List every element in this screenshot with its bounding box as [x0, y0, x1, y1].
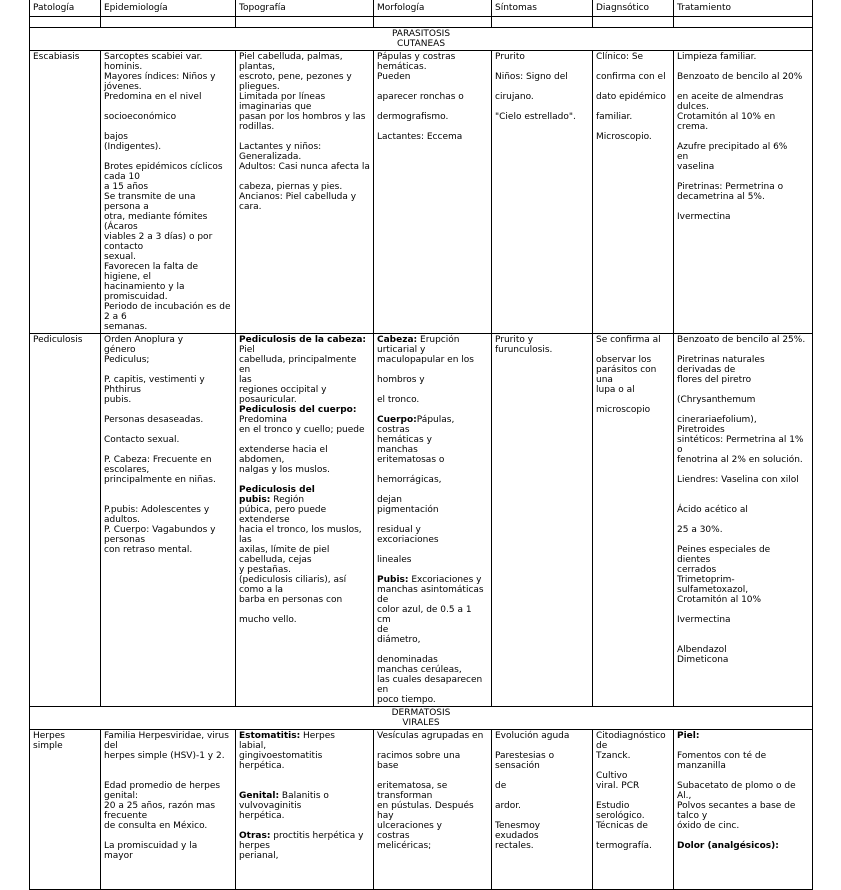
header-sintomas: Síntomas	[492, 0, 593, 17]
header-morfologia: Morfología	[374, 0, 492, 17]
diag-pediculosis: Se confirma al observar los parásitos con una lupa o al microscopio	[593, 334, 674, 707]
header-diagnostico: Diagnsótico	[593, 0, 674, 17]
topo-pediculosis: Pediculosis de la cabeza: Piel cabelluda, principalmente en las regiones occipital y posauricular. Pediculosis del cuerpo: Predomina en el tronco y cuello; puede extenderse hacia el abdomen, nalgas y los muslos. Pediculosis del pubis: Región púbica, pero puede extenderse hacia el tronco, los muslos, las axilas, límite de piel cabelluda, cejas y pestañas. (pediculosis ciliaris), así como a la barba en personas con mucho vello.	[236, 334, 374, 707]
row-escabiasis	[30, 51, 813, 334]
patologia-escabiasis: Escabiasis	[30, 51, 101, 334]
diag-herpes: Citodiagnóstico de Tzanck. Cultivo viral. PCR Estudio serológico. Técnicas de termografía.	[593, 730, 674, 890]
topo-herpes: Estomatitis: Herpes labial, gingivoestomatitis herpética. Genital: Balanitis o vulvovaginitis herpética. Otras: proctitis herpética y herpes perianal,	[236, 730, 374, 890]
morfo-pediculosis: Cabeza: Erupción urticarial y maculopapular en los hombros y el tronco. Cuerpo:Pápulas, costras hemáticas y manchas eritematosas o hemorrágicas, dejan pigmentación residual y excoriaciones lineales Pubis: Excoriaciones y manchas asintomáticas de color azul, de 0.5 a 1 cm de diámetro, denominadas manchas cerúleas, las cuales desaparecen en poco tiempo.	[374, 334, 492, 707]
header-tratamiento: Tratamiento	[674, 0, 813, 17]
dermatology-table	[29, 0, 813, 890]
spacer-row	[30, 17, 813, 28]
trat-pediculosis: Benzoato de bencilo al 25%. Piretrinas naturales derivadas de flores del piretro (Chrysanthemum cinerariaefolium), Piretroides sintéticos: Permetrina al 1% o fenotrina al 2% en solución. Liendres: Vaselina con xilol Ácido acético al 25 a 30%. Peines especiales de dientes cerrados Trimetoprim- sulfametoxazol, Crotamitón al 10% Ivermectina Albendazol Dimeticona	[674, 334, 813, 707]
header-patologia: Patología	[30, 0, 101, 17]
epi-escabiasis: Sarcoptes scabiei var. hominis. Mayores índices: Niños y jóvenes. Predomina en el nivel socioeconómico bajos (Indigentes). Brotes epidémicos cíclicos cada 10 a 15 años Se transmite de una persona a otra, mediante fómites (Ácaros viables 2 a 3 días) o por contacto sexual. Favorecen la falta de higiene, el hacinamiento y la promiscuidad. Periodo de incubación es de 2 a 6 semanas.	[101, 51, 236, 334]
header-row	[30, 0, 813, 17]
sint-pediculosis: Prurito y furunculosis.	[492, 334, 593, 707]
diag-escabiasis: Clínico: Se confirma con el dato epidémico familiar. Microscopio.	[593, 51, 674, 334]
section-title-dermatosis: DERMATOSIS VIRALES	[391, 708, 451, 728]
morfo-escabiasis: Pápulas y costras hemáticas. Pueden aparecer ronchas o dermografismo. Lactantes: Eccema	[374, 51, 492, 334]
topo-escabiasis: Piel cabelluda, palmas, plantas, escroto, pene, pezones y pliegues. Limitada por líneas imaginarias que pasan por los hombros y las rodillas. Lactantes y niños: Generalizada. Adultos: Casi nunca afecta la cabeza, piernas y pies. Ancianos: Piel cabelluda y cara.	[236, 51, 374, 334]
trat-herpes: Piel: Fomentos con té de manzanilla Subacetato de plomo o de Al., Polvos secantes a base de talco y óxido de cinc. Dolor (analgésicos):	[674, 730, 813, 890]
section-title-parasitosis: PARASITOSIS CUTANEAS	[391, 29, 451, 49]
row-pediculosis	[30, 334, 813, 707]
morfo-herpes: Vesículas agrupadas en racimos sobre una base eritematosa, se transforman en pústulas. Después hay ulceraciones y costras melicéricas;	[374, 730, 492, 890]
row-herpes	[30, 730, 813, 890]
header-epidemiologia: Epidemiología	[101, 0, 236, 17]
trat-escabiasis: Limpieza familiar. Benzoato de bencilo al 20% en aceite de almendras dulces. Crotamitón al 10% en crema. Azufre precipitado al 6% en vaselina Piretrinas: Permetrina o decametrina al 5%. Ivermectina	[674, 51, 813, 334]
epi-herpes: Familia Herpesviridae, virus del herpes simple (HSV)-1 y 2. Edad promedio de herpes genital: 20 a 25 años, razón mas frecuente de consulta en México. La promiscuidad y la mayor	[101, 730, 236, 890]
patologia-herpes: Herpes simple	[30, 730, 101, 890]
sint-herpes: Evolución aguda Parestesias o sensación de ardor. Tenesmoy exudados rectales.	[492, 730, 593, 890]
clinical-table-document	[29, 0, 812, 861]
epi-pediculosis: Orden Anoplura y género Pediculus; P. capitis, vestimenti y Phthirus pubis. Personas desaseadas. Contacto sexual. P. Cabeza: Frecuente en escolares, principalmente en niñas. P.pubis: Adolescentes y adultos. P. Cuerpo: Vagabundos y personas con retraso mental.	[101, 334, 236, 707]
patologia-pediculosis: Pediculosis	[30, 334, 101, 707]
section-row-dermatosis	[30, 707, 813, 730]
sint-escabiasis: Prurito Niños: Signo del cirujano. "Cielo estrellado".	[492, 51, 593, 334]
section-row-parasitosis	[30, 28, 813, 51]
header-topografia: Topografía	[236, 0, 374, 17]
